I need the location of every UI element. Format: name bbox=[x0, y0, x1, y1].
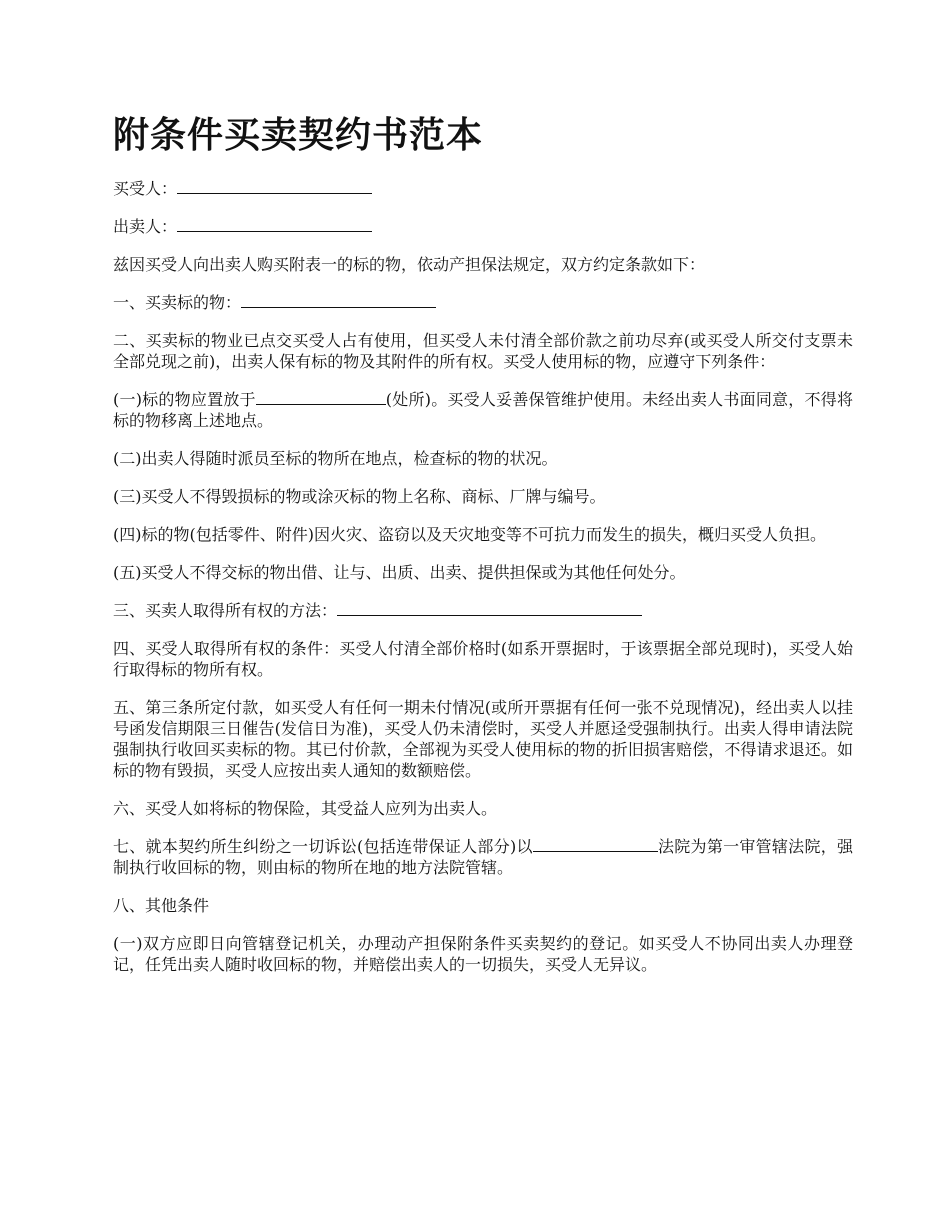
article-8-condition-1: (一)双方应即日向管辖登记机关，办理动产担保附条件买卖契约的登记。如买受人不协同出卖人办理登记，任凭出卖人随时收回标的物，并赔偿出卖人的一切损失，买受人无异议。 bbox=[113, 934, 853, 974]
article-8-heading: 八、其他条件 bbox=[113, 896, 210, 915]
seller-line bbox=[113, 216, 853, 237]
article-2: 二、买卖标的物业已点交买受人占有使用，但买受人未付清全部价款之前功尽弃(或买受人所交付支票未全部兑现之前)，出卖人保有标的物及其附件的所有权。买受人使用标的物，应遵守下列条件： bbox=[113, 331, 853, 371]
condition-1-post: (处所)。买受人妥善保管维护使用。未经出卖人书面同意，不得将标的物移离上述地点。 bbox=[113, 390, 853, 430]
article-4: 四、买受人取得所有权的条件：买受人付清全部价格时(如系开票据时，于该票据全部兑现时)，买受人始行取得标的物所有权。 bbox=[113, 639, 853, 679]
article-6: 六、买受人如将标的物保险，其受益人应列为出卖人。 bbox=[113, 799, 498, 818]
condition-3: (三)买受人不得毁损标的物或涂灭标的物上名称、商标、厂牌与编号。 bbox=[113, 487, 606, 506]
intro-paragraph: 兹因买受人向出卖人购买附表一的标的物，依动产担保法规定，双方约定条款如下： bbox=[113, 255, 706, 274]
buyer-label: 买受人： bbox=[113, 179, 178, 198]
article-3 bbox=[113, 600, 853, 621]
seller-label: 出卖人： bbox=[113, 217, 178, 236]
article-1 bbox=[113, 292, 853, 313]
article-7 bbox=[113, 836, 853, 878]
article-1-blank bbox=[241, 292, 436, 308]
article-7-pre: 七、就本契约所生纠纷之一切诉讼(包括连带保证人部分)以 bbox=[113, 837, 533, 856]
seller-blank bbox=[177, 216, 372, 232]
article-1-label: 一、买卖标的物： bbox=[113, 293, 242, 312]
article-5: 五、第三条所定付款，如买受人有任何一期未付情况(或所开票据有任何一张不兑现情况)，经出卖人以挂号函发信期限三日催告(发信日为准)，买受人仍未清偿时，买受人并愿迳受强制执行。出卖人得申请法院强制执行收回买卖标的物。其已付价款，全部视为买受人使用标的物的折旧损害赔偿，不得请求退还。如标的物有毁损，买受人应按出卖人通知的数额赔偿。 bbox=[113, 698, 853, 780]
article-3-blank bbox=[337, 600, 642, 616]
location-blank bbox=[256, 389, 386, 405]
condition-5: (五)买受人不得交标的物出借、让与、出质、出卖、提供担保或为其他任何处分。 bbox=[113, 563, 686, 582]
document-title: 附条件买卖契约书范本 bbox=[113, 115, 484, 156]
condition-2: (二)出卖人得随时派员至标的物所在地点，检查标的物的状况。 bbox=[113, 449, 558, 468]
condition-1 bbox=[113, 389, 853, 431]
buyer-blank bbox=[177, 178, 372, 194]
court-blank bbox=[533, 836, 658, 852]
condition-1-pre: (一)标的物应置放于 bbox=[113, 390, 256, 409]
article-7-post: 法院为第一审管辖法院，强制执行收回标的物，则由标的物所在地的地方法院管辖。 bbox=[113, 837, 853, 877]
condition-4: (四)标的物(包括零件、附件)因火灾、盗窃以及天灾地变等不可抗力而发生的损失，概归买受人负担。 bbox=[113, 525, 826, 544]
buyer-line bbox=[113, 178, 853, 199]
article-3-label: 三、买卖人取得所有权的方法： bbox=[113, 601, 338, 620]
document-body bbox=[113, 178, 853, 992]
